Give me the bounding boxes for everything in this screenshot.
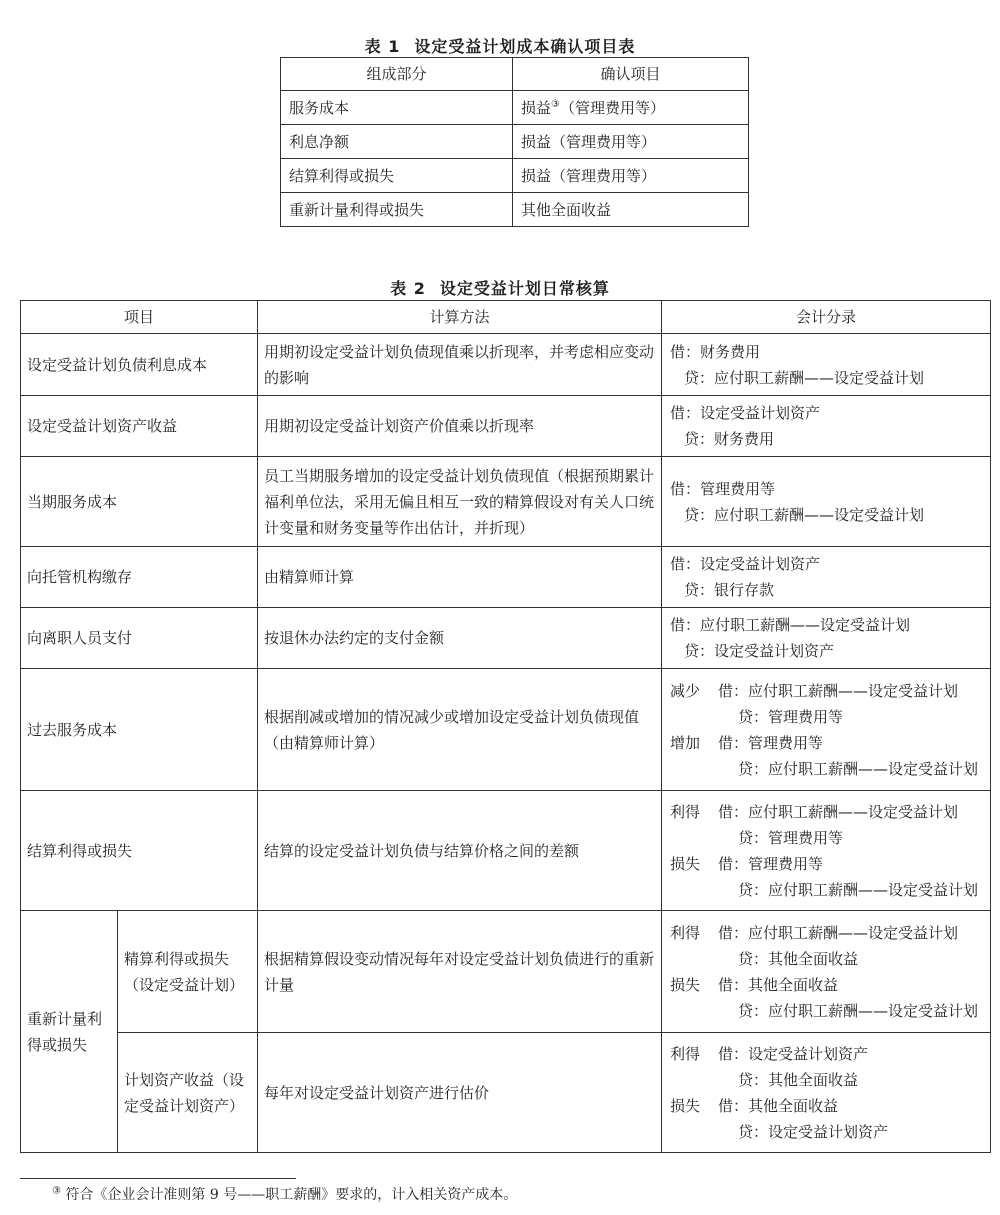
method-cell: 用期初设定受益计划负债现值乘以折现率，并考虑相应变动的影响: [258, 334, 662, 396]
footnote-reference: ③: [551, 98, 560, 110]
journal-entry: [670, 365, 984, 391]
table2-header-entries: 会计分录: [662, 301, 991, 334]
entry-tag: 损失: [670, 975, 701, 994]
table-row: [21, 396, 991, 457]
journal-entry: [670, 825, 984, 851]
table-row: [281, 91, 749, 125]
journal-entry: [670, 998, 984, 1024]
table-row: [21, 547, 991, 608]
cost-recognition-table: [280, 57, 749, 227]
entry-tag: 利得: [670, 1044, 701, 1063]
entries-cell: [662, 791, 991, 911]
entry-text: 借：财务费用: [670, 342, 761, 361]
journal-entry: [670, 877, 984, 903]
journal-entry: [670, 756, 984, 782]
journal-entry: [670, 502, 984, 528]
entry-text: 贷：应付职工薪酬——设定受益计划: [738, 759, 979, 778]
entry-text: 借：设定受益计划资产: [718, 1044, 869, 1063]
entry-text: 借：应付职工薪酬——设定受益计划: [718, 923, 959, 942]
item-cell: 过去服务成本: [21, 669, 258, 791]
entry-tag: 减少: [670, 681, 701, 700]
journal-entry: [670, 1119, 984, 1145]
entry-tag: 利得: [670, 802, 701, 821]
entry-text: 贷：设定受益计划资产: [684, 642, 835, 660]
entry-text: 贷：管理费用等: [738, 707, 844, 726]
entry-text: 借：管理费用等: [670, 479, 776, 498]
table2-header-method: 计算方法: [258, 301, 662, 334]
journal-entry: [670, 1041, 984, 1067]
entry-text: 借：应付职工薪酬——设定受益计划: [718, 681, 959, 700]
footnote-divider: [20, 1178, 296, 1179]
item-cell: 重新计量利得或损失: [21, 911, 118, 1153]
entries-cell: [662, 608, 991, 669]
table1-header-item: 确认项目: [513, 58, 749, 91]
journal-entry: [670, 972, 984, 998]
entries-cell: [662, 1033, 991, 1153]
table1-item-text: 损益: [521, 98, 552, 117]
table1-header-row: [281, 58, 749, 91]
entry-text: 贷：应付职工薪酬——设定受益计划: [738, 1001, 979, 1020]
journal-entry: [670, 551, 984, 577]
method-cell: 按退休办法约定的支付金额: [258, 608, 662, 669]
journal-entry: [670, 612, 984, 638]
table1-part-cell: 结算利得或损失: [281, 159, 513, 193]
entry-text: 借：应付职工薪酬——设定受益计划: [670, 616, 911, 634]
table1-caption-number: 表 1: [364, 37, 401, 56]
method-cell: 用期初设定受益计划资产价值乘以折现率: [258, 396, 662, 457]
table-row: [281, 193, 749, 227]
item-cell: 设定受益计划资产收益: [21, 396, 258, 457]
entry-text: 借：设定受益计划资产: [670, 555, 821, 573]
entry-text: 借：其他全面收益: [718, 975, 839, 994]
entry-text: 借：管理费用等: [718, 854, 824, 873]
table1-part-cell: 利息净额: [281, 125, 513, 159]
table1-item-cell: [513, 91, 749, 125]
journal-entry: [670, 426, 984, 452]
journal-entry: [670, 851, 984, 877]
table2-header-row: [21, 301, 991, 334]
entries-cell: [662, 547, 991, 608]
entry-tag: 增加: [670, 733, 701, 752]
entry-text: 借：设定受益计划资产: [670, 404, 821, 422]
entry-text: 贷：管理费用等: [738, 828, 844, 847]
table1-caption-title: 设定受益计划成本确认项目表: [414, 37, 636, 56]
method-cell: 由精算师计算: [258, 547, 662, 608]
journal-entry: [670, 476, 984, 502]
journal-entry: [670, 339, 984, 365]
method-cell: 每年对设定受益计划资产进行估价: [258, 1033, 662, 1153]
journal-entry: [670, 946, 984, 972]
entry-text: 借：管理费用等: [718, 733, 824, 752]
daily-accounting-table: [20, 300, 991, 1153]
journal-entry: [670, 1093, 984, 1119]
table1-item-text-rest: （管理费用等）: [559, 98, 665, 117]
table2-caption-title: 设定受益计划日常核算: [439, 279, 610, 298]
entries-cell: [662, 396, 991, 457]
journal-entry: [670, 638, 984, 664]
footnote-text: 符合《企业会计准则第 9 号——职工薪酬》要求的，计入相关资产成本。: [65, 1187, 518, 1203]
journal-entry: [670, 730, 984, 756]
footnote: [52, 1184, 517, 1204]
method-cell: 根据精算假设变动情况每年对设定受益计划负债进行的重新计量: [258, 911, 662, 1033]
journal-entry: [670, 577, 984, 603]
entry-text: 贷：应付职工薪酬——设定受益计划: [684, 505, 925, 524]
table-row: [21, 457, 991, 547]
journal-entry: [670, 704, 984, 730]
table-row: [281, 125, 749, 159]
table-row: [21, 791, 991, 911]
entry-tag: 利得: [670, 923, 701, 942]
sub-item-cell: 精算利得或损失（设定受益计划）: [118, 911, 258, 1033]
entry-text: 贷：设定受益计划资产: [738, 1122, 889, 1141]
sub-item-cell: 计划资产收益（设定受益计划资产）: [118, 1033, 258, 1153]
table1-caption: [0, 34, 1000, 57]
journal-entry: [670, 1067, 984, 1093]
entry-text: 贷：其他全面收益: [738, 949, 859, 968]
table-row: [21, 911, 991, 1033]
entry-text: 贷：应付职工薪酬——设定受益计划: [684, 368, 925, 387]
table-row: [21, 669, 991, 791]
journal-entry: [670, 799, 984, 825]
table1-item-cell: 损益（管理费用等）: [513, 159, 749, 193]
journal-entry: [670, 920, 984, 946]
table1-item-cell: 损益（管理费用等）: [513, 125, 749, 159]
table2-header-item: 项目: [21, 301, 258, 334]
item-cell: 当期服务成本: [21, 457, 258, 547]
table2-caption-number: 表 2: [390, 279, 426, 298]
entries-cell: [662, 911, 991, 1033]
item-cell: 结算利得或损失: [21, 791, 258, 911]
item-cell: 设定受益计划负债利息成本: [21, 334, 258, 396]
table-row: [21, 334, 991, 396]
journal-entry: [670, 678, 984, 704]
entry-tag: 损失: [670, 1096, 701, 1115]
item-cell: 向托管机构缴存: [21, 547, 258, 608]
journal-entry: [670, 400, 984, 426]
item-cell: 向离职人员支付: [21, 608, 258, 669]
entries-cell: [662, 334, 991, 396]
entries-cell: [662, 669, 991, 791]
entry-tag: 损失: [670, 854, 701, 873]
method-cell: 根据削减或增加的情况减少或增加设定受益计划负债现值（由精算师计算）: [258, 669, 662, 791]
table1-part-cell: 重新计量利得或损失: [281, 193, 513, 227]
table1-part-cell: 服务成本: [281, 91, 513, 125]
entry-text: 贷：银行存款: [684, 581, 775, 599]
entry-text: 借：其他全面收益: [718, 1096, 839, 1115]
entries-cell: [662, 457, 991, 547]
table2-caption: [0, 276, 1000, 299]
entry-text: 借：应付职工薪酬——设定受益计划: [718, 802, 959, 821]
table1-item-cell: 其他全面收益: [513, 193, 749, 227]
method-cell: 员工当期服务增加的设定受益计划负债现值（根据预期累计福利单位法，采用无偏且相互一致的精算假设对有关人口统计变量和财务变量等作出估计，并折现）: [258, 457, 662, 547]
entry-text: 贷：应付职工薪酬——设定受益计划: [738, 880, 979, 899]
table-row: [21, 608, 991, 669]
entry-text: 贷：其他全面收益: [738, 1070, 859, 1089]
method-cell: 结算的设定受益计划负债与结算价格之间的差额: [258, 791, 662, 911]
table1-header-part: 组成部分: [281, 58, 513, 91]
table-row: [21, 1033, 991, 1153]
table-row: [281, 159, 749, 193]
entry-text: 贷：财务费用: [684, 430, 775, 448]
footnote-mark: ③: [52, 1185, 61, 1197]
